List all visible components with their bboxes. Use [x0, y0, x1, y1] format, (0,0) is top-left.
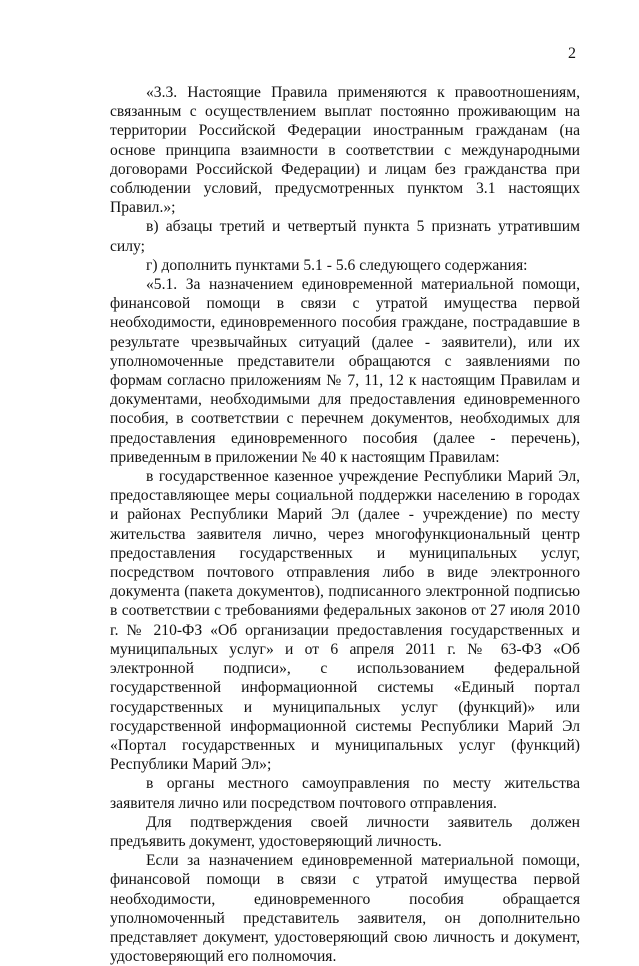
paragraph-3-3: «3.3. Настоящие Правила применяются к правоотношениям, связанным с осуществлением выплат постоянно проживающим на территории Российской Федерации иностранным гражданам (на основе принципа взаимности в соответствии с международными договорами Российской Федерации) и лицам без гражданства при соблюдении условий, предусмотренных пунктом 3.1 настоящих Правил.»; — [110, 84, 580, 217]
paragraph-item-v: в) абзацы третий и четвертый пункта 5 признать утратившим силу; — [110, 218, 580, 255]
document-body — [110, 83, 580, 966]
paragraph-institution: в государственное казенное учреждение Республики Марий Эл, предоставляющее меры социальной поддержки населению в городах и районах Республики Марий Эл (далее - учреждение) по месту жительства заявителя лично, через многофункциональный центр предоставления государственных и муниципальных услуг, посредством почтового отправления либо в виде электронного документа (пакета документов), подписанного электронной подписью в соответствии с требованиями федеральных законов от 27 июля 2010 г. № 210-ФЗ «Об организации предоставления государственных и муниципальных услуг» и от 6 апреля 2011 г. № 63-ФЗ «Об электронной подписи», с использованием федеральной государственной информационной системы «Единый портал государственных и муниципальных услуг (функций)» или государственной информационной системы Республики Марий Эл «Портал государственных и муниципальных услуг (функций) Республики Марий Эл»; — [110, 468, 580, 774]
paragraph-identity: Для подтверждения своей личности заявитель должен предъявить документ, удостоверяющий личность. — [110, 813, 580, 850]
paragraph-representative: Если за назначением единовременной материальной помощи, финансовой помощи в связи с утратой имущества первой необходимости, единовременного пособия обращается уполномоченный представитель заявителя, он дополнительно представляет документ, удостоверяющий свою личность и документ, удостоверяющий его полномочия. — [110, 852, 580, 966]
paragraph-local-government: в органы местного самоуправления по месту жительства заявителя лично или посредством почтового отправления. — [110, 775, 580, 812]
paragraph-item-g: г) дополнить пунктами 5.1 - 5.6 следующего содержания: — [146, 256, 528, 274]
paragraph-5-1: «5.1. За назначением единовременной материальной помощи, финансовой помощи в связи с утратой имущества первой необходимости, единовременного пособия граждане, пострадавшие в результате чрезвычайных ситуаций (далее - заявители), или их уполномоченные представители обращаются с заявлениями по формам согласно приложениям № 7, 11, 12 к настоящим Правилам и документами, необходимыми для предоставления единовременного пособия, в соответствии с перечнем документов, необходимых для предоставления единовременного пособия (далее - перечень), приведенным в приложении № 40 к настоящим Правилам: — [110, 276, 580, 466]
page-number: 2 — [568, 45, 576, 62]
